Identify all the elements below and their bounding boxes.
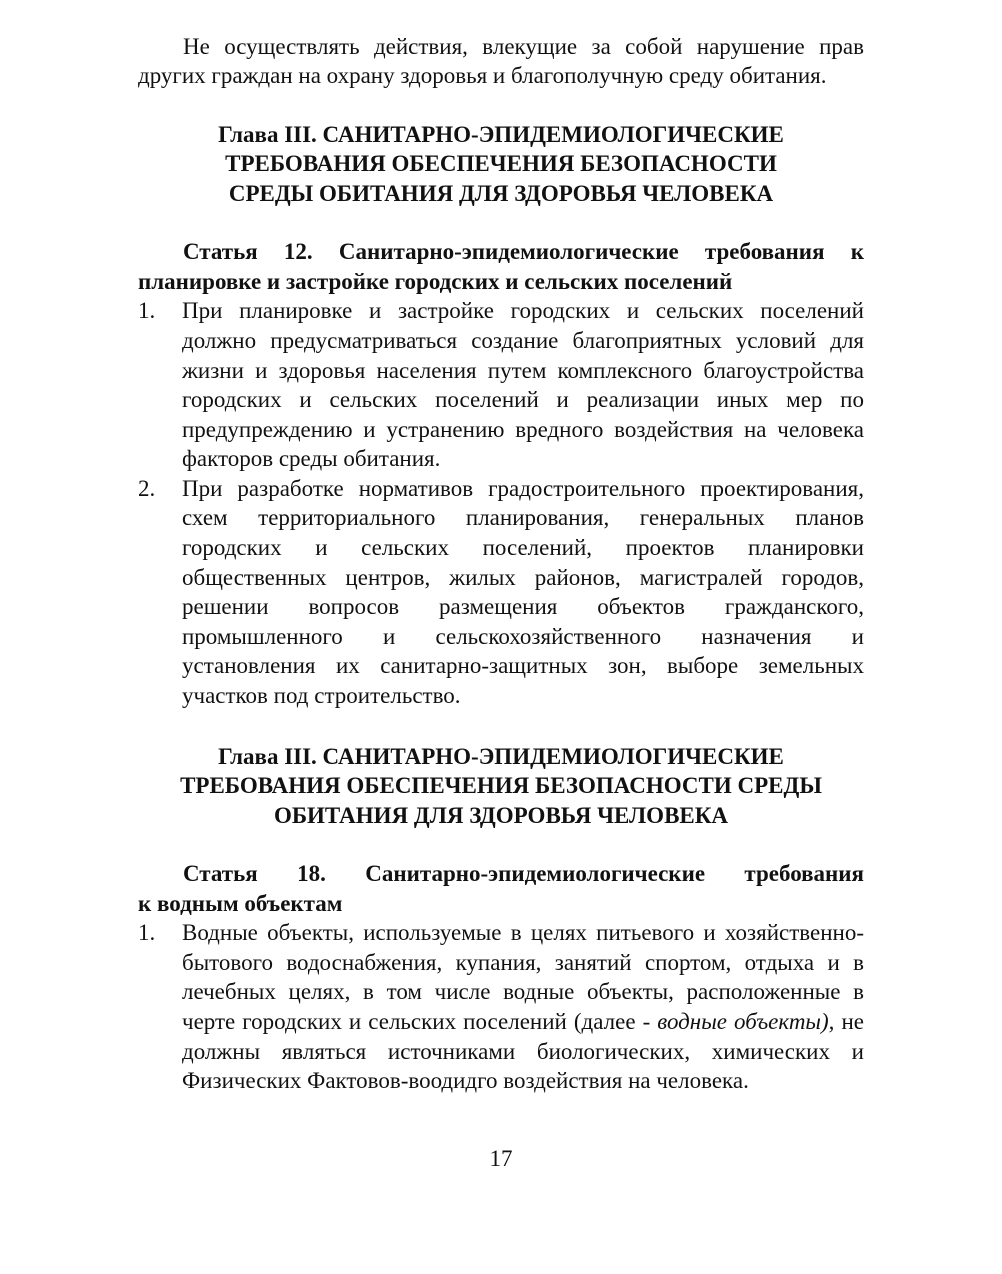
intro-paragraph: Не осуществлять действия, влекущие за собой нарушение прав других граждан на охрану здоровья и благополучную среду обитания. — [138, 34, 864, 89]
article-heading-line: планировке и застройке городских и сельских поселений — [138, 268, 733, 294]
list-item-italic-text: водные объекты), — [657, 1008, 835, 1034]
article-heading — [138, 859, 864, 918]
article-heading-line: к водным объектам — [138, 890, 343, 916]
chapter-heading — [138, 742, 864, 831]
chapter-heading-line: ОБИТАНИЯ ДЛЯ ЗДОРОВЬЯ ЧЕЛОВЕКА — [273, 802, 729, 828]
list-item-text: Водные объекты, используемые в целях питьевого и хозяйственно-бытового водоснабжения, купания, занятий спортом, отдыха и в лечебных целях, в том числе водные объекты, расположенные в черте городских и сельских поселений (далее - — [182, 920, 864, 1034]
chapter-heading-line: СРЕДЫ ОБИТАНИЯ ДЛЯ ЗДОРОВЬЯ ЧЕЛОВЕКА — [228, 180, 774, 206]
list-item-number: 2. — [138, 475, 156, 501]
chapter-heading-line: Глава III. САНИТАРНО-ЭПИДЕМИОЛОГИЧЕСКИЕ — [218, 743, 784, 769]
chapter-heading-line: ТРЕБОВАНИЯ ОБЕСПЕЧЕНИЯ БЕЗОПАСНОСТИ — [225, 151, 777, 177]
chapter-heading-line: ТРЕБОВАНИЯ ОБЕСПЕЧЕНИЯ БЕЗОПАСНОСТИ СРЕДЫ — [180, 773, 822, 799]
list-item-text: не должны являться источниками биологических, химических и Физических Фактовов-воодидго воздействия на человека. — [182, 1008, 864, 1094]
article-heading — [138, 237, 864, 296]
list-item-number: 1. — [138, 298, 156, 324]
list-item-text: При разработке нормативов градостроительного проектирования, схем территориального планирования, генеральных планов городских и сельских поселений, проектов планировки общественных центров, жилых районов, магистралей городов, решении вопросов размещения объектов гражданского, промышленного и сельскохозяйственного назначения и установления их санитарно-защитных зон, выборе земельных участков под строительство. — [182, 475, 864, 709]
article-heading-line: Статья 12. Санитарно-эпидемиологические требования к — [183, 239, 864, 265]
list-item-text: При планировке и застройке городских и сельских поселений должно предусматриваться создание благоприятных условий для жизни и здоровья населения путем комплексного благоустройства городских и сельских поселений и реализации иных мер по предупреждению и устранению вредного воздействия на человека факторов среды обитания. — [182, 298, 864, 472]
list-item — [138, 474, 864, 711]
article-heading-line: Статья 18. Санитарно-эпидемиологические требования — [183, 861, 864, 887]
page-number: 17 — [489, 1146, 513, 1171]
list-item-number: 1. — [138, 920, 156, 946]
article-list — [138, 296, 864, 710]
list-item — [138, 296, 864, 474]
article-list — [138, 918, 864, 1096]
chapter-heading — [138, 120, 864, 209]
list-item — [138, 918, 864, 1096]
chapter-heading-line: Глава III. САНИТАРНО-ЭПИДЕМИОЛОГИЧЕСКИЕ — [218, 121, 784, 147]
document-page — [138, 32, 864, 1096]
